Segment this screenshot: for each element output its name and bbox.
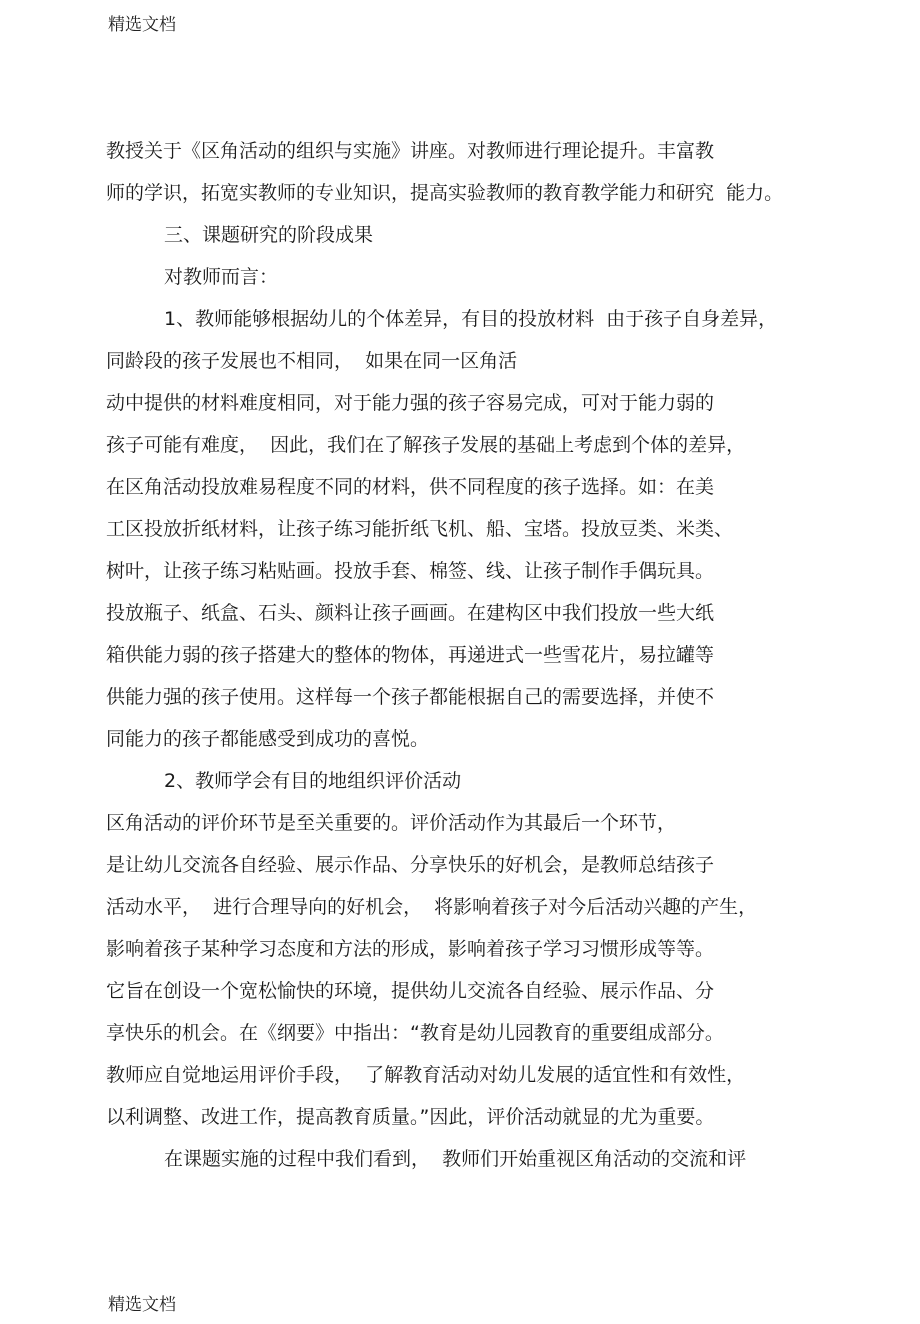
- text-line: 它旨在创设一个宽松愉快的环境，提供幼儿交流各自经验、展示作品、分: [106, 980, 715, 1002]
- list-item-heading: 2、教师学会有目的地组织评价活动: [164, 770, 462, 792]
- text-line: 区角活动的评价环节是至关重要的。评价活动作为其最后一个环节，: [106, 812, 677, 834]
- text-line: 工区投放折纸材料，让孩子练习能折纸飞机、船、宝塔。投放豆类、米类、: [106, 518, 734, 540]
- section-heading: 三、课题研究的阶段成果: [164, 224, 374, 246]
- text-line: 孩子可能有难度， 因此，我们在了解孩子发展的基础上考虑到个体的差异，: [106, 434, 746, 456]
- text-line: 以利调整、改进工作，提高教育质量。”因此，评价活动就显的尤为重要。: [106, 1106, 715, 1128]
- text-line: 活动水平， 进行合理导向的好机会， 将影响着孩子对今后活动兴趣的产生，: [106, 896, 758, 918]
- text-line: 供能力强的孩子使用。这样每一个孩子都能根据自己的需要选择，并使不: [106, 686, 715, 708]
- text-line: 箱供能力弱的孩子搭建大的整体的物体，再递进式一些雪花片，易拉罐等: [106, 644, 715, 666]
- text-line: 影响着孩子某种学习态度和方法的形成，影响着孩子学习习惯形成等等。: [106, 938, 715, 960]
- list-item-heading: 1、教师能够根据幼儿的个体差异，有目的投放材料 由于孩子自身差异，: [164, 308, 778, 330]
- page-footer-watermark: 精选文档: [108, 1295, 176, 1315]
- text-line: 投放瓶子、纸盒、石头、颜料让孩子画画。在建构区中我们投放一些大纸: [106, 602, 715, 624]
- text-line: 享快乐的机会。在《纲要》中指出：“教育是幼儿园教育的重要组成部分。: [106, 1022, 724, 1044]
- text-line: 教授关于《区角活动的组织与实施》讲座。对教师进行理论提升。丰富教: [106, 140, 715, 162]
- text-line: 是让幼儿交流各自经验、展示作品、分享快乐的好机会，是教师总结孩子: [106, 854, 715, 876]
- text-line: 在区角活动投放难易程度不同的材料，供不同程度的孩子选择。如：在美: [106, 476, 715, 498]
- text-line: 在课题实施的过程中我们看到， 教师们开始重视区角活动的交流和评: [164, 1148, 747, 1170]
- text-line: 对教师而言：: [164, 266, 279, 288]
- text-line: 树叶，让孩子练习粘贴画。投放手套、棉签、线、让孩子制作手偶玩具。: [106, 560, 715, 582]
- text-line: 动中提供的材料难度相同，对于能力强的孩子容易完成，可对于能力弱的: [106, 392, 715, 414]
- text-line: 同龄段的孩子发展也不相同， 如果在同一区角活: [106, 350, 518, 372]
- text-line: 师的学识，拓宽实教师的专业知识，提高实验教师的教育教学能力和研究 能力。: [106, 182, 784, 204]
- page-header-watermark: 精选文档: [108, 15, 176, 35]
- text-line: 同能力的孩子都能感受到成功的喜悦。: [106, 728, 430, 750]
- text-line: 教师应自觉地运用评价手段， 了解教育活动对幼儿发展的适宜性和有效性，: [106, 1064, 746, 1086]
